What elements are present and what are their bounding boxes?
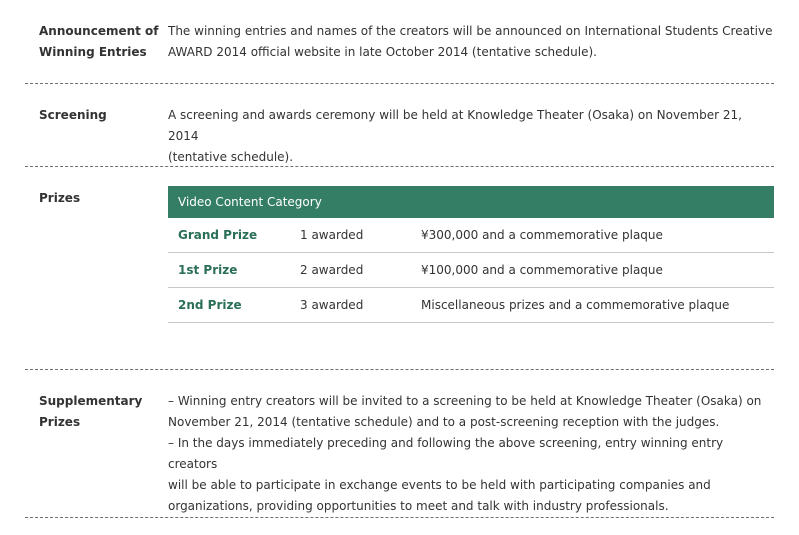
prizes-label: Prizes: [39, 191, 81, 205]
announcement-label-line1: Announcement of: [39, 24, 159, 38]
announcement-label: [39, 21, 159, 63]
supplementary-row: [25, 370, 774, 518]
prize-name: Grand Prize: [178, 228, 258, 242]
prize-detail: ¥300,000 and a commemorative plaque: [421, 228, 663, 242]
award-details-section: [25, 0, 774, 518]
supplementary-line: will be able to participate in exchange events to be held with participating companies and: [168, 478, 711, 492]
prize-count: 3 awarded: [300, 298, 364, 312]
prize-name: 2nd Prize: [178, 298, 242, 312]
announcement-label-line2: Winning Entries: [39, 45, 147, 59]
prize-table-row: [168, 253, 774, 288]
prize-name: 1st Prize: [178, 263, 238, 277]
prize-table: [168, 186, 774, 323]
screening-row: [25, 84, 774, 167]
prizes-row: [25, 167, 774, 370]
announcement-text-line1: The winning entries and names of the creators will be announced on International Students Creative: [168, 24, 773, 38]
screening-label: Screening: [39, 108, 107, 122]
supplementary-label-line1: Supplementary: [39, 394, 143, 408]
prize-count: 2 awarded: [300, 263, 364, 277]
screening-text-line1: A screening and awards ceremony will be held at Knowledge Theater (Osaka) on November 21, 2014: [168, 108, 742, 143]
supplementary-line: – In the days immediately preceding and following the above screening, entry winning entry creators: [168, 436, 724, 471]
prize-table-row: [168, 218, 774, 253]
announcement-text: [168, 21, 774, 63]
screening-text-line2: (tentative schedule).: [168, 150, 294, 164]
supplementary-line: November 21, 2014 (tentative schedule) and to a post-screening reception with the judges.: [168, 415, 720, 429]
announcement-text-line2: AWARD 2014 official website in late October 2014 (tentative schedule).: [168, 45, 597, 59]
prize-table-header: Video Content Category: [168, 186, 774, 218]
supplementary-line: organizations, providing opportunities to meet and talk with industry professionals.: [168, 499, 669, 513]
prize-count: 1 awarded: [300, 228, 364, 242]
prize-detail: Miscellaneous prizes and a commemorative plaque: [421, 298, 730, 312]
prize-detail: ¥100,000 and a commemorative plaque: [421, 263, 663, 277]
supplementary-line: – Winning entry creators will be invited to a screening to be held at Knowledge Theater (Osaka) on: [168, 394, 762, 408]
supplementary-label-line2: Prizes: [39, 415, 81, 429]
screening-text: [168, 105, 774, 168]
supplementary-text: [168, 391, 774, 517]
supplementary-label: [39, 391, 142, 433]
prize-table-row: [168, 288, 774, 323]
announcement-row: [25, 0, 774, 84]
